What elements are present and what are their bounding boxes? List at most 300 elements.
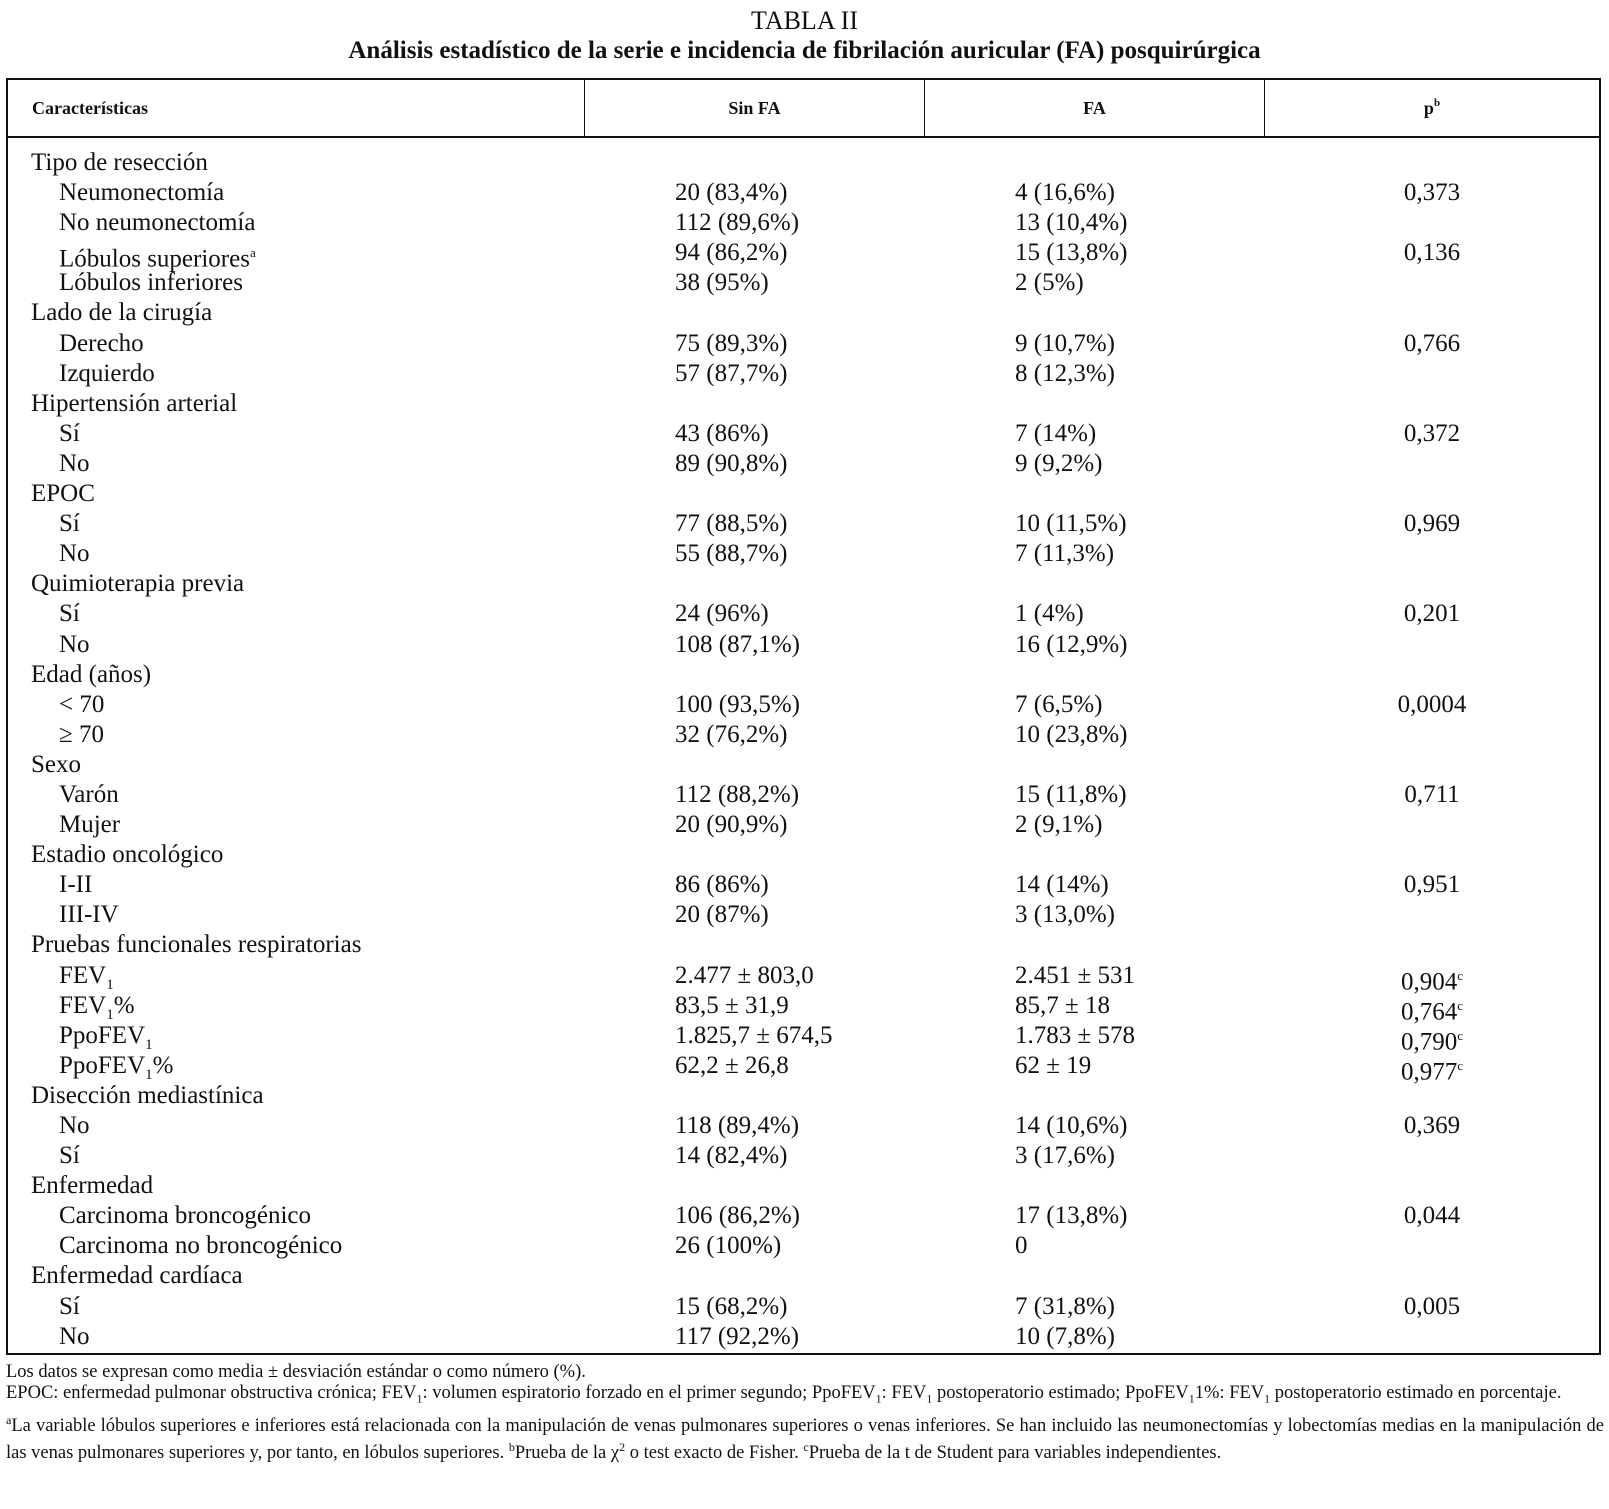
row-label-text: Estadio oncológico [31,841,224,869]
row-label-text: < 70 [59,690,105,718]
no-af-cell [585,479,925,509]
row-label-text: Hipertensión arterial [31,389,238,417]
p-cell [1265,1141,1599,1171]
row-label-text: Lado de la cirugía [31,299,213,327]
no-af-cell [585,359,925,389]
af-text: 9 (9,2%) [1015,449,1103,477]
row-label-text: Pruebas funcionales respiratorias [31,931,362,959]
row-label-text: Derecho [59,329,144,357]
row-label-text: Sí [59,1292,80,1320]
af-text: 3 (13,0%) [1015,901,1115,929]
row-label [8,329,585,359]
p-value [1265,509,1599,539]
no-af-text: 106 (86,2%) [675,1202,800,1230]
row-label-subscript: 1 [106,1006,114,1023]
af-text: 7 (14%) [1015,419,1097,447]
af-text: 16 (12,9%) [1015,630,1128,658]
p-cell [1265,1201,1599,1231]
abbreviation-segment: 1 [875,1391,882,1406]
row-label [8,870,585,900]
row-label-text: No [59,449,90,477]
no-af-text: 62,2 ± 26,8 [675,1051,789,1079]
no-af-cell [585,780,925,810]
af-cell [925,930,1265,960]
af-cell [925,509,1265,539]
table-group-row [8,569,1599,599]
no-af-value [675,780,799,810]
row-label-text: Sexo [31,750,81,778]
table-row [8,539,1599,569]
no-af-value [675,991,789,1021]
af-cell [925,870,1265,900]
no-af-cell [585,1322,925,1352]
row-label-text: Carcinoma broncogénico [59,1202,311,1230]
af-cell [925,1322,1265,1352]
table-group-row [8,1081,1599,1111]
no-af-text: 83,5 ± 31,9 [675,991,789,1019]
p-value [1265,1111,1599,1141]
table-row [8,1231,1599,1261]
af-cell [925,1292,1265,1322]
af-cell [925,961,1265,991]
row-label-text: Lóbulos inferiores [59,269,243,297]
no-af-value [675,810,787,840]
p-cell [1265,991,1599,1025]
row-label [8,1081,585,1111]
no-af-value [675,1322,799,1352]
no-af-value [675,900,769,930]
abbreviation-segment: : volumen espiratorio forzado en el primer segundo; PpoFEV [422,1383,876,1403]
no-af-value [675,720,787,750]
no-af-value [675,329,787,359]
no-af-value [675,1141,787,1171]
row-label-text: Varón [59,780,119,808]
table-row [8,780,1599,810]
table-row [8,449,1599,479]
row-label [8,268,585,298]
table-row [8,359,1599,389]
no-af-cell [585,1051,925,1081]
af-value [1015,1201,1127,1231]
af-cell [925,238,1265,268]
row-label [8,599,585,629]
no-af-value [675,870,769,900]
abbreviation-segment: 1%: FEV [1194,1383,1265,1403]
row-label-text: III-IV [59,901,119,929]
no-af-text: 86 (86%) [675,871,769,899]
table-group-row [8,298,1599,328]
table-group-row [8,930,1599,960]
row-label [8,1201,585,1231]
af-value [1015,1051,1091,1081]
no-af-value [675,509,787,539]
p-cell [1265,238,1599,268]
row-label [8,1322,585,1352]
row-label [8,359,585,389]
row-label [8,178,585,208]
p-text: 0,790 [1400,1028,1458,1056]
af-value [1015,720,1127,750]
row-label [8,840,585,870]
no-af-cell [585,1292,925,1322]
p-cell [1265,1111,1599,1141]
table-row [8,208,1599,238]
af-cell [925,1141,1265,1171]
p-superscript: c [1457,1057,1464,1073]
af-cell [925,660,1265,690]
p-cell [1265,660,1599,690]
no-af-text: 117 (92,2%) [675,1322,800,1350]
no-af-text: 75 (89,3%) [675,329,788,357]
no-af-cell [585,509,925,539]
no-af-value [675,419,769,449]
row-label [8,509,585,539]
p-cell [1265,1292,1599,1322]
af-value [1015,1292,1115,1322]
no-af-cell [585,449,925,479]
no-af-cell [585,840,925,870]
p-value [1265,238,1599,268]
p-cell [1265,479,1599,509]
p-cell [1265,630,1599,660]
row-label-suffix: % [113,991,135,1019]
p-text: 0,969 [1403,510,1461,538]
p-cell [1265,750,1599,780]
p-cell [1265,148,1599,178]
table-row [8,1322,1599,1352]
row-label [8,1231,585,1261]
no-af-cell [585,569,925,599]
af-value [1015,208,1127,238]
table-group-row [8,840,1599,870]
row-label [8,1261,585,1291]
no-af-cell [585,690,925,720]
p-cell [1265,1231,1599,1261]
af-value [1015,810,1102,840]
no-af-cell [585,178,925,208]
no-af-cell [585,870,925,900]
row-label [8,298,585,328]
af-value [1015,991,1110,1021]
af-cell [925,389,1265,419]
af-cell [925,720,1265,750]
row-label-text: Mujer [59,811,121,839]
row-label [8,148,585,178]
abbreviation-segment: 1 [926,1391,933,1406]
no-af-text: 94 (86,2%) [675,239,788,267]
table-row [8,1201,1599,1231]
abbreviation-segment: 1 [416,1391,423,1406]
no-af-text: 118 (89,4%) [675,1112,800,1139]
af-value [1015,359,1115,389]
p-text: 0,766 [1403,329,1461,357]
row-label-text: Enfermedad [31,1172,154,1200]
no-af-text: 2.477 ± 803,0 [675,961,814,989]
table-row [8,630,1599,660]
p-value [1265,1292,1599,1322]
no-af-cell [585,1261,925,1291]
table-row [8,720,1599,750]
no-af-value [675,690,800,720]
row-label [8,1111,585,1141]
no-af-text: 55 (88,7%) [675,540,788,568]
table-row [8,599,1599,629]
af-text: 15 (11,8%) [1015,780,1127,808]
table-group-row [8,750,1599,780]
af-cell [925,1231,1265,1261]
p-value [1265,870,1599,900]
p-text: 0,0004 [1397,690,1467,718]
row-label-text: Sí [59,1142,80,1170]
row-label [8,961,585,991]
footnote-segment: o test exacto de Fisher. [625,1443,804,1463]
no-af-cell [585,900,925,930]
af-value [1015,1141,1115,1171]
no-af-cell [585,660,925,690]
table-row [8,419,1599,449]
p-text: 0,904 [1400,967,1458,995]
af-cell [925,539,1265,569]
row-label [8,630,585,660]
table-row [8,900,1599,930]
af-value [1015,599,1084,629]
af-cell [925,449,1265,479]
no-af-cell [585,599,925,629]
no-af-cell [585,329,925,359]
no-af-value [675,1231,781,1261]
table-row [8,329,1599,359]
row-label [8,1051,585,1081]
p-cell [1265,569,1599,599]
no-af-text: 26 (100%) [675,1232,782,1260]
row-label-text: FEV [59,991,107,1019]
af-text: 85,7 ± 18 [1015,991,1110,1019]
af-cell [925,599,1265,629]
no-af-cell [585,1141,925,1171]
af-value [1015,329,1115,359]
p-cell [1265,1051,1599,1086]
no-af-value [675,630,800,660]
af-cell [925,630,1265,660]
no-af-cell [585,1081,925,1111]
no-af-value [675,539,787,569]
p-cell [1265,419,1599,449]
af-cell [925,268,1265,298]
no-af-cell [585,298,925,328]
row-label-text: FEV [59,961,107,989]
table-row [8,1051,1599,1086]
p-text: 0,136 [1403,239,1461,267]
p-cell [1265,1171,1599,1201]
af-cell [925,178,1265,208]
no-af-cell [585,1231,925,1261]
af-text: 7 (31,8%) [1015,1292,1115,1320]
p-cell [1265,268,1599,298]
af-cell [925,1051,1265,1081]
no-af-value [675,1051,789,1081]
no-af-cell [585,419,925,449]
af-text: 17 (13,8%) [1015,1202,1128,1230]
row-label [8,539,585,569]
row-label [8,479,585,509]
no-af-value [675,268,769,298]
row-label [8,810,585,840]
row-label [8,690,585,720]
af-cell [925,1021,1265,1051]
p-value [1265,780,1599,810]
no-af-text: 20 (90,9%) [675,811,788,839]
row-label [8,660,585,690]
row-label-subscript: 1 [145,1066,153,1083]
p-cell [1265,449,1599,479]
p-cell [1265,1021,1599,1056]
af-cell [925,690,1265,720]
af-cell [925,419,1265,449]
p-cell [1265,1081,1599,1111]
af-cell [925,148,1265,178]
af-value [1015,509,1127,539]
no-af-cell [585,720,925,750]
header-no-af: Sin FA [585,80,925,136]
no-af-value [675,1111,799,1141]
no-af-value [675,178,787,208]
row-label-text: No [59,540,90,568]
af-text: 10 (7,8%) [1015,1322,1115,1350]
af-text: 3 (17,6%) [1015,1142,1115,1170]
af-text: 9 (10,7%) [1015,329,1115,357]
row-label [8,238,585,273]
no-af-text: 100 (93,5%) [675,690,800,718]
af-text: 2.451 ± 531 [1015,961,1135,989]
row-label-text: Sí [59,419,80,447]
p-text: 0,005 [1403,1292,1461,1320]
header-p-label: p [1423,97,1434,118]
af-text: 62 ± 19 [1015,1051,1092,1079]
af-value [1015,449,1102,479]
af-cell [925,991,1265,1021]
af-cell [925,329,1265,359]
af-value [1015,238,1127,268]
row-label [8,1141,585,1171]
footnote-segment: c [803,1439,809,1454]
af-text: 2 (5%) [1015,269,1084,297]
p-cell [1265,840,1599,870]
abbreviation-segment: 1 [1188,1391,1195,1406]
p-cell [1265,780,1599,810]
af-cell [925,840,1265,870]
p-cell [1265,870,1599,900]
no-af-value [675,208,799,238]
af-text: 0 [1015,1232,1028,1260]
af-value [1015,1231,1028,1261]
row-label-text: Carcinoma no broncogénico [59,1232,343,1260]
footnote-segment: La variable lóbulos superiores e inferiores está relacionada con la manipulación de venas pulmonares superiores o venas inferiores. Se han incluido las neumonectomías y lobectomías medias en la manipulación de las venas pulmonares superiores y, por tanto, en lóbulos superiores. [6,1415,1604,1463]
no-af-cell [585,750,925,780]
p-cell [1265,930,1599,960]
row-label-text: Izquierdo [59,359,155,387]
row-label-text: Tipo de resección [31,149,208,176]
table-row [8,690,1599,720]
p-text: 0,711 [1404,780,1460,808]
row-label [8,900,585,930]
p-text: 0,764 [1400,997,1458,1025]
no-af-text: 43 (86%) [675,419,769,447]
p-superscript: c [1457,967,1464,983]
no-af-text: 24 (96%) [675,600,769,628]
row-label [8,780,585,810]
no-af-cell [585,630,925,660]
af-cell [925,569,1265,599]
note-data-expressed: Los datos se expresan como media ± desviación estándar o como número (%). [6,1362,586,1382]
row-label-suffix: % [152,1051,174,1079]
af-text: 8 (12,3%) [1015,359,1115,387]
no-af-value [675,359,787,389]
row-label-superscript: a [249,245,256,261]
af-text: 7 (6,5%) [1015,690,1103,718]
row-label-text: ≥ 70 [59,720,104,748]
table-header [8,80,1599,138]
no-af-cell [585,1021,925,1051]
af-text: 15 (13,8%) [1015,239,1128,267]
table-group-row [8,660,1599,690]
row-label-text: No [59,1112,90,1139]
no-af-value [675,1021,832,1051]
af-text: 13 (10,4%) [1015,209,1128,237]
p-cell [1265,961,1599,995]
p-cell [1265,329,1599,359]
table-subtitle: Análisis estadístico de la serie e incidencia de fibrilación auricular (FA) posquirúrgica [348,37,1261,64]
af-value [1015,900,1115,930]
abbreviation-segment: 1 [1264,1391,1271,1406]
no-af-cell [585,961,925,991]
no-af-value [675,238,787,268]
no-af-cell [585,238,925,268]
af-text: 2 (9,1%) [1015,811,1103,839]
af-text: 1.783 ± 578 [1015,1021,1135,1049]
table-row [8,268,1599,298]
table-body [8,138,1599,1352]
no-af-value [675,1292,787,1322]
row-label-text: PpoFEV [59,1051,146,1079]
af-value [1015,268,1084,298]
p-value [1265,690,1599,720]
af-cell [925,900,1265,930]
no-af-text: 1.825,7 ± 674,5 [675,1021,833,1049]
footnote-segment: b [508,1439,515,1454]
row-label [8,991,585,1021]
p-cell [1265,599,1599,629]
p-value [1265,178,1599,208]
p-cell [1265,1322,1599,1352]
af-value [1015,780,1127,810]
p-value [1265,1201,1599,1231]
row-label [8,1292,585,1322]
p-superscript: c [1457,1027,1464,1043]
table-group-row [8,148,1599,178]
row-label-text: PpoFEV [59,1021,146,1049]
row-label-text: Sí [59,600,80,628]
row-label [8,208,585,238]
af-cell [925,479,1265,509]
row-label [8,720,585,750]
abbreviation-segment: EPOC: enfermedad pulmonar obstructiva crónica; FEV [6,1383,417,1403]
p-cell [1265,720,1599,750]
p-text: 0,951 [1403,871,1461,899]
abbreviation-segment: postoperatorio estimado; PpoFEV [932,1383,1189,1403]
header-af: FA [925,80,1265,136]
row-label-text: Disección mediastínica [31,1081,264,1109]
row-label [8,750,585,780]
